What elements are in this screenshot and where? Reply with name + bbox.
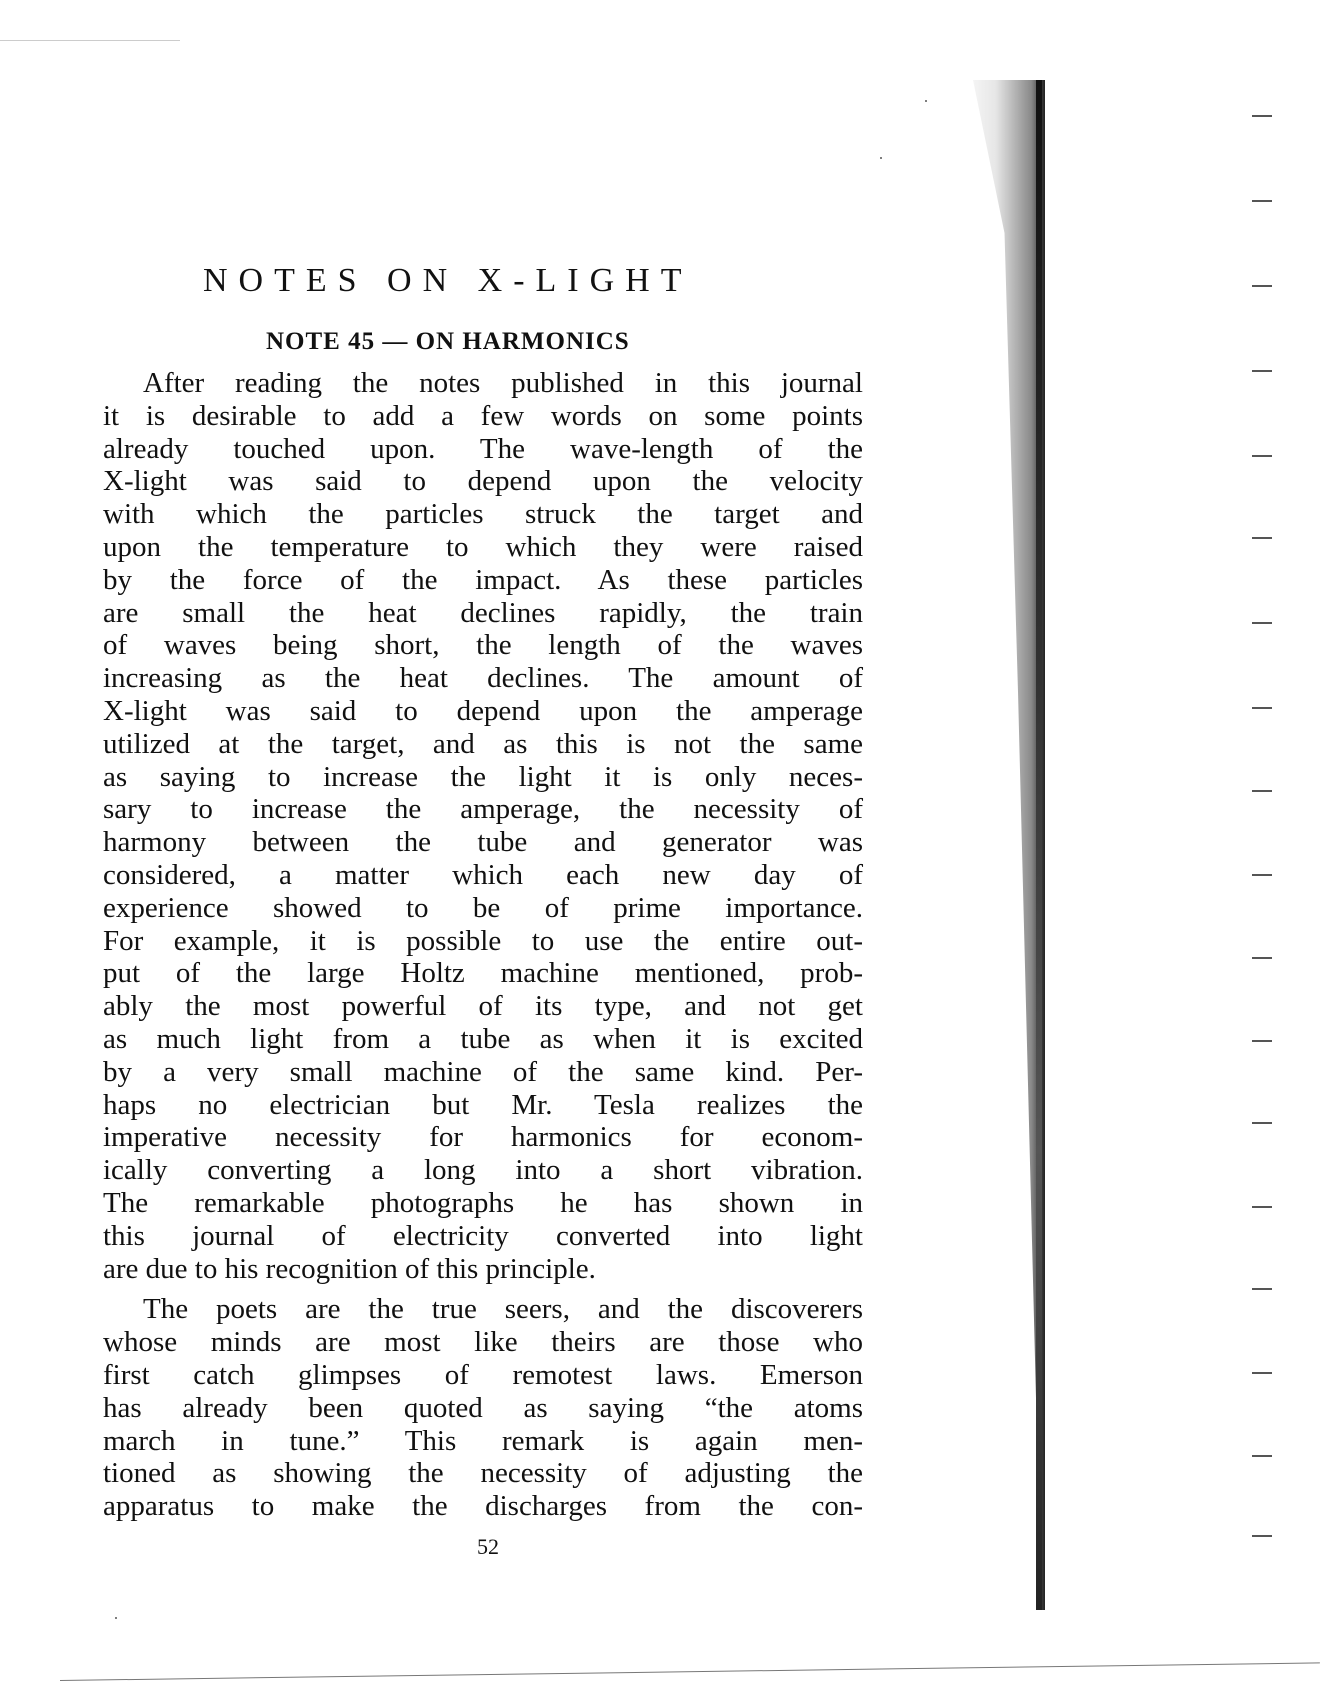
note-subheading: NOTE 45 — ON HARMONICS (266, 328, 630, 355)
text-line: tioned as showing the necessity of adjusting the (103, 1457, 863, 1490)
margin-tick (1252, 874, 1272, 876)
speck (925, 100, 927, 102)
text-line: upon the temperature to which they were raised (103, 530, 863, 563)
text-line: are small the heat declines rapidly, the train (103, 596, 863, 629)
text-line: For example, it is possible to use the entire out- (103, 924, 863, 957)
paragraph-2 (103, 1293, 863, 1523)
speck (115, 1617, 117, 1619)
text-line: are due to his recognition of this principle. (103, 1252, 596, 1285)
text-line: first catch glimpses of remotest laws. Emerson (103, 1358, 863, 1391)
margin-tick (1252, 1535, 1272, 1537)
text-line: X-light was said to depend upon the velocity (103, 465, 863, 498)
margin-tick (1252, 1122, 1272, 1124)
page-heading: NOTES ON X-LIGHT (203, 262, 693, 299)
text-line: The remarkable photographs he has shown in (103, 1186, 863, 1219)
margin-tick (1252, 957, 1272, 959)
text-line: harmony between the tube and generator was (103, 826, 863, 859)
body-text (103, 367, 863, 1523)
text-line: X-light was said to depend upon the amperage (103, 694, 863, 727)
margin-tick (1252, 1288, 1272, 1290)
margin-tick (1252, 790, 1272, 792)
text-line: After reading the notes published in this journal (143, 367, 863, 399)
margin-tick (1252, 537, 1272, 539)
text-line: utilized at the target, and as this is not the same (103, 727, 863, 760)
text-line: sary to increase the amperage, the necessity of (103, 793, 863, 826)
margin-tick (1252, 455, 1272, 457)
margin-tick (1252, 622, 1272, 624)
text-line: imperative necessity for harmonics for econom- (103, 1121, 863, 1154)
scan-line-bottom (60, 1662, 1320, 1681)
text-line: of waves being short, the length of the waves (103, 629, 863, 662)
text-line: apparatus to make the discharges from the con- (103, 1490, 863, 1523)
text-line: march in tune.” This remark is again men- (103, 1424, 863, 1457)
text-line: by the force of the impact. As these particles (103, 563, 863, 596)
paragraph-1 (103, 367, 863, 1285)
text-line: this journal of electricity converted into light (103, 1219, 863, 1252)
text-line: increasing as the heat declines. The amount of (103, 662, 863, 695)
margin-tick (1252, 1206, 1272, 1208)
margin-tick (1252, 285, 1272, 287)
text-line: already touched upon. The wave-length of the (103, 432, 863, 465)
page-number: 52 (477, 1534, 499, 1559)
text-line: it is desirable to add a few words on some points (103, 399, 863, 432)
text-line: as saying to increase the light it is only neces- (103, 760, 863, 793)
text-line: ically converting a long into a short vibration. (103, 1154, 863, 1187)
margin-tick (1252, 707, 1272, 709)
margin-tick (1252, 1455, 1272, 1457)
margin-tick (1252, 200, 1272, 202)
text-line: ably the most powerful of its type, and not get (103, 990, 863, 1023)
margin-tick (1252, 115, 1272, 117)
margin-tick (1252, 1040, 1272, 1042)
margin-tick (1252, 1372, 1272, 1374)
text-line: with which the particles struck the target and (103, 498, 863, 531)
text-line: considered, a matter which each new day of (103, 858, 863, 891)
binding-edge (1036, 80, 1042, 1610)
text-line: by a very small machine of the same kind. Per- (103, 1055, 863, 1088)
scan-line-top (0, 40, 180, 41)
speck (880, 157, 882, 159)
margin-tick (1252, 370, 1272, 372)
text-line: has already been quoted as saying “the atoms (103, 1391, 863, 1424)
text-line: The poets are the true seers, and the discoverers (143, 1293, 863, 1326)
binding-shadow (955, 80, 1045, 1610)
text-line: whose minds are most like theirs are those who (103, 1326, 863, 1359)
text-line: put of the large Holtz machine mentioned, prob- (103, 957, 863, 990)
text-line: haps no electrician but Mr. Tesla realizes the (103, 1088, 863, 1121)
text-line: experience showed to be of prime importance. (103, 891, 863, 924)
text-line: as much light from a tube as when it is excited (103, 1022, 863, 1055)
